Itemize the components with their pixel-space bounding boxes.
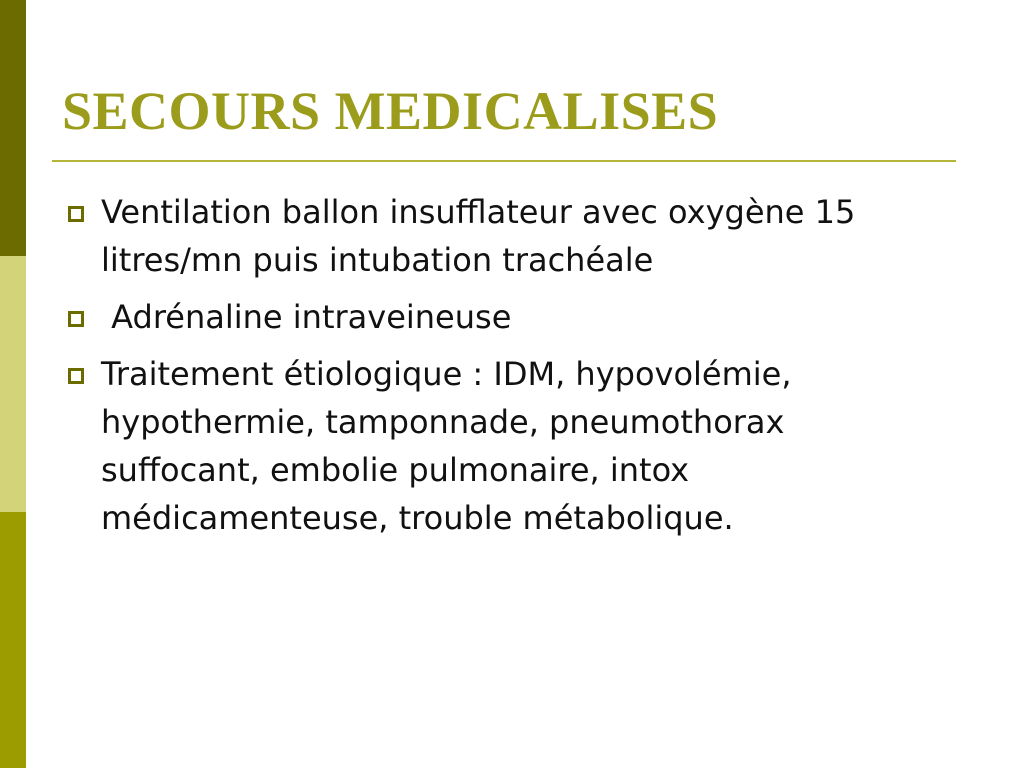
bullet-text: Traitement étiologique : IDM, hypovolémie, hypothermie, tamponnade, pneumothorax suffocant, embolie pulmonaire, intox médicamenteuse, trouble métabolique. (101, 355, 802, 537)
square-bullet-icon (68, 368, 84, 384)
bullet-item (60, 350, 950, 542)
bullet-item (60, 188, 950, 284)
slide-title: SECOURS MEDICALISES (62, 81, 719, 141)
square-bullet-icon (68, 311, 84, 327)
square-bullet-icon (68, 206, 84, 222)
sidebar-stripe-middle (0, 256, 26, 512)
sidebar-stripe-bottom (0, 512, 26, 768)
bullet-item (60, 293, 950, 341)
bullet-text: Adrénaline intraveineuse (101, 298, 512, 336)
sidebar-stripe-top (0, 0, 26, 256)
bullet-list (60, 188, 950, 551)
title-underline (52, 160, 956, 162)
bullet-text: Ventilation ballon insufflateur avec oxygène 15 litres/mn puis intubation trachéale (101, 193, 866, 279)
